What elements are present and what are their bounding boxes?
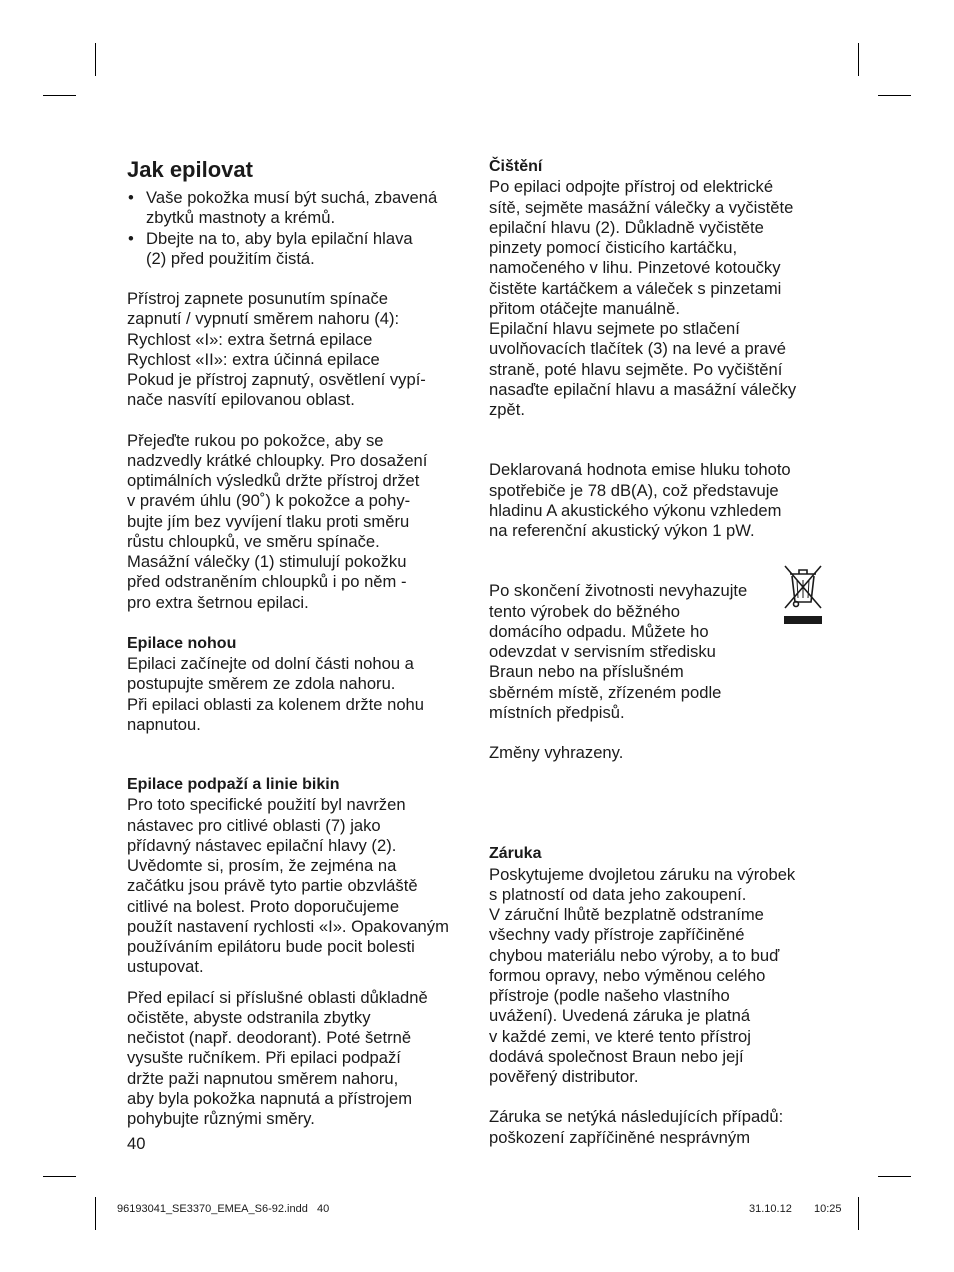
text-line: (2) před použitím čistá. <box>146 248 315 268</box>
text-line: napnutou. <box>127 714 201 734</box>
text-line: • Dbejte na to, aby byla epilační hlava <box>146 228 413 248</box>
text-line: místních předpisů. <box>489 702 625 722</box>
text-line: sběrném místě, zřízeném podle <box>489 682 722 702</box>
text-line: čistěte kartáčkem a váleček s pinzetami <box>489 278 782 298</box>
text-line: Po skončení životnosti nevyhazujte <box>489 581 748 601</box>
text-line: Epilaci začínejte od dolní části nohou a <box>127 654 414 673</box>
text-line: nečistot (např. deodorant). Poté šetrně <box>127 1028 412 1047</box>
crossed-out-wheelie-bin-icon <box>782 562 824 626</box>
paragraph-cleaning <box>489 177 834 420</box>
paragraph-warranty <box>489 865 834 1088</box>
text-line: odevzdat v servisním středisku <box>489 642 716 661</box>
bullet-list <box>127 188 472 269</box>
crop-mark <box>43 95 76 96</box>
text-line: růstu chloupků, ve směru spínače. <box>127 531 380 551</box>
text-line: s platností od data jeho zakoupení. <box>489 884 747 904</box>
paragraph-armpit-prep <box>127 988 472 1130</box>
text-line: nadzvedly krátké chloupky. Pro dosažení <box>127 450 428 470</box>
crop-mark <box>858 1197 859 1230</box>
crop-mark <box>858 43 859 76</box>
text-line: Rychlost «II»: extra účinná epilace <box>127 349 380 369</box>
heading-leg-epilation: Epilace nohou <box>127 634 237 652</box>
text-line: Přejeďte rukou po pokožce, aby se <box>127 430 384 450</box>
left-column <box>127 157 472 1129</box>
footer-date: 31.10.12 <box>749 1203 792 1215</box>
paragraph-warranty-exclusions <box>489 1107 834 1148</box>
crop-mark <box>878 95 911 96</box>
text-line: držte paži napnutou směrem nahoru, <box>127 1068 399 1088</box>
list-item <box>127 229 472 270</box>
text-line: straně, poté hlavu sejměte. Po vyčištění <box>489 359 783 379</box>
text-line: zpět. <box>489 400 525 419</box>
heading-armpit-bikini: Epilace podpaží a linie bikin <box>127 776 340 793</box>
text-line: uvolňovacích tlačítek (3) na levé a pravé <box>489 339 787 359</box>
text-line: domácího odpadu. Můžete ho <box>489 621 709 641</box>
text-line: Přístroj zapnete posunutím spínače <box>127 289 389 308</box>
text-line: V záruční lhůtě bezplatně odstraníme <box>489 905 764 924</box>
text-line: chybou materiálu nebo výroby, a to buď <box>489 945 780 965</box>
text-line: zbytků mastnoty a krémů. <box>146 208 336 228</box>
text-line: Epilační hlavu sejmete po stlačení <box>489 319 740 338</box>
text-line: Záruka se netýká následujících případů: <box>489 1107 784 1127</box>
text-line: pohybujte různými směry. <box>127 1109 315 1128</box>
text-line: namočeného v lihu. Pinzetové kotoučky <box>489 258 781 278</box>
section-title-how-to-epilate: Jak epilovat <box>127 157 253 182</box>
text-line: Při epilaci oblasti za kolenem držte nohu <box>127 694 425 714</box>
text-line: na referenční akustický výkon 1 pW. <box>489 521 755 540</box>
text-line: nasaďte epilační hlavu a masážní válečky <box>489 379 797 399</box>
text-line: Uvědomte si, prosím, že zejména na <box>127 856 397 875</box>
crop-mark <box>43 1176 76 1177</box>
text-line: vysušte ručníkem. Při epilaci podpaží <box>127 1048 401 1068</box>
heading-warranty: Záruka <box>489 845 542 863</box>
text-line: v každé zemi, ve které tento přístroj <box>489 1026 751 1046</box>
heading-cleaning: Čištění <box>489 158 543 175</box>
crop-mark <box>95 43 96 76</box>
text-line: Před epilací si příslušné oblasti důkladně <box>127 987 428 1007</box>
paragraph-noise <box>489 460 834 541</box>
footer-time: 10:25 <box>814 1203 842 1215</box>
text-line: zapnutí / vypnutí směrem nahoru (4): <box>127 309 400 329</box>
text-line: ustupovat. <box>127 957 204 977</box>
text-line: bujte jím bez vyvíjení tlaku proti směru <box>127 511 410 531</box>
text-line: Masážní válečky (1) stimulují pokožku <box>127 552 407 571</box>
text-line: nače nasvítí epilovanou oblast. <box>127 390 355 410</box>
text-line: citlivé na bolest. Proto doporučujeme <box>127 896 400 916</box>
text-line: spotřebiče je 78 dB(A), což představuje <box>489 480 779 500</box>
list-item <box>127 188 472 229</box>
text-line: poškození zapříčiněné nesprávným <box>489 1127 751 1147</box>
text-line: aby byla pokožka napnutá a přístrojem <box>127 1088 413 1108</box>
text-line: uvážení). Uvedená záruka je platná <box>489 1006 751 1026</box>
text-line: začátku jsou právě tyto partie obzvláště <box>127 876 418 896</box>
text-line: všechny vady přístroje zapříčiněné <box>489 925 745 945</box>
text-line: přídavný nástavec epilační hlavy (2). <box>127 835 397 855</box>
text-line: Poskytujeme dvojletou záruku na výrobek <box>489 864 796 884</box>
text-line: použít nastavení rychlosti «I». Opakovaným <box>127 916 449 936</box>
crop-mark <box>95 1197 96 1230</box>
page-number: 40 <box>127 1134 146 1153</box>
crop-mark <box>878 1176 911 1177</box>
text-line: epilační hlavu (2). Důkladně vyčistěte <box>489 217 764 237</box>
text-line: formou opravy, nebo výměnou celého <box>489 965 766 985</box>
text-line: sítě, sejměte masážní válečky a vyčistěte <box>489 197 794 217</box>
paragraph-technique <box>127 431 472 613</box>
text-line: před odstraněním chloupků i po něm - <box>127 572 407 592</box>
text-line: nástavec pro citlivé oblasti (7) jako <box>127 815 381 835</box>
text-line: Pro toto specifické použití byl navržen <box>127 795 406 815</box>
paragraph-armpit <box>127 795 472 977</box>
text-line: v pravém úhlu (90˚) k pokožce a pohy- <box>127 491 411 511</box>
text-line: optimálních výsledků držte přístroj držet <box>127 471 420 490</box>
text-line: dodává společnost Braun nebo její <box>489 1046 744 1066</box>
paragraph-changes: Změny vyhrazeny. <box>489 743 624 762</box>
paragraph-switch <box>127 289 472 411</box>
text-line: • Vaše pokožka musí být suchá, zbavená <box>146 188 438 207</box>
text-line: postupujte směrem ze zdola nahoru. <box>127 674 396 694</box>
text-line: Deklarovaná hodnota emise hluku tohoto <box>489 460 791 480</box>
text-line: používáním epilátoru bude pocit bolesti <box>127 937 415 956</box>
text-line: Po epilaci odpojte přístroj od elektrické <box>489 177 774 197</box>
text-line: Pokud je přístroj zapnutý, osvětlení vypí- <box>127 370 426 389</box>
text-line: pověřený distributor. <box>489 1067 639 1086</box>
text-line: pinzety pomocí čisticího kartáčku, <box>489 238 738 257</box>
right-column <box>489 157 834 1148</box>
text-line: přístroje (podle našeho vlastního <box>489 986 730 1005</box>
text-line: očistěte, abyste odstranila zbytky <box>127 1007 371 1027</box>
footer-file-info: 96193041_SE3370_EMEA_S6-92.indd 40 <box>117 1203 330 1215</box>
text-line: Rychlost «I»: extra šetrná epilace <box>127 329 373 349</box>
paragraph-legs <box>127 654 472 735</box>
text-line: pro extra šetrnou epilaci. <box>127 592 309 612</box>
text-line: hladinu A akustického výkonu vzhledem <box>489 500 782 520</box>
text-line: tento výrobek do běžného <box>489 601 680 621</box>
text-line: přitom otáčejte manuálně. <box>489 298 680 318</box>
text-line: Braun nebo na příslušném <box>489 662 684 682</box>
